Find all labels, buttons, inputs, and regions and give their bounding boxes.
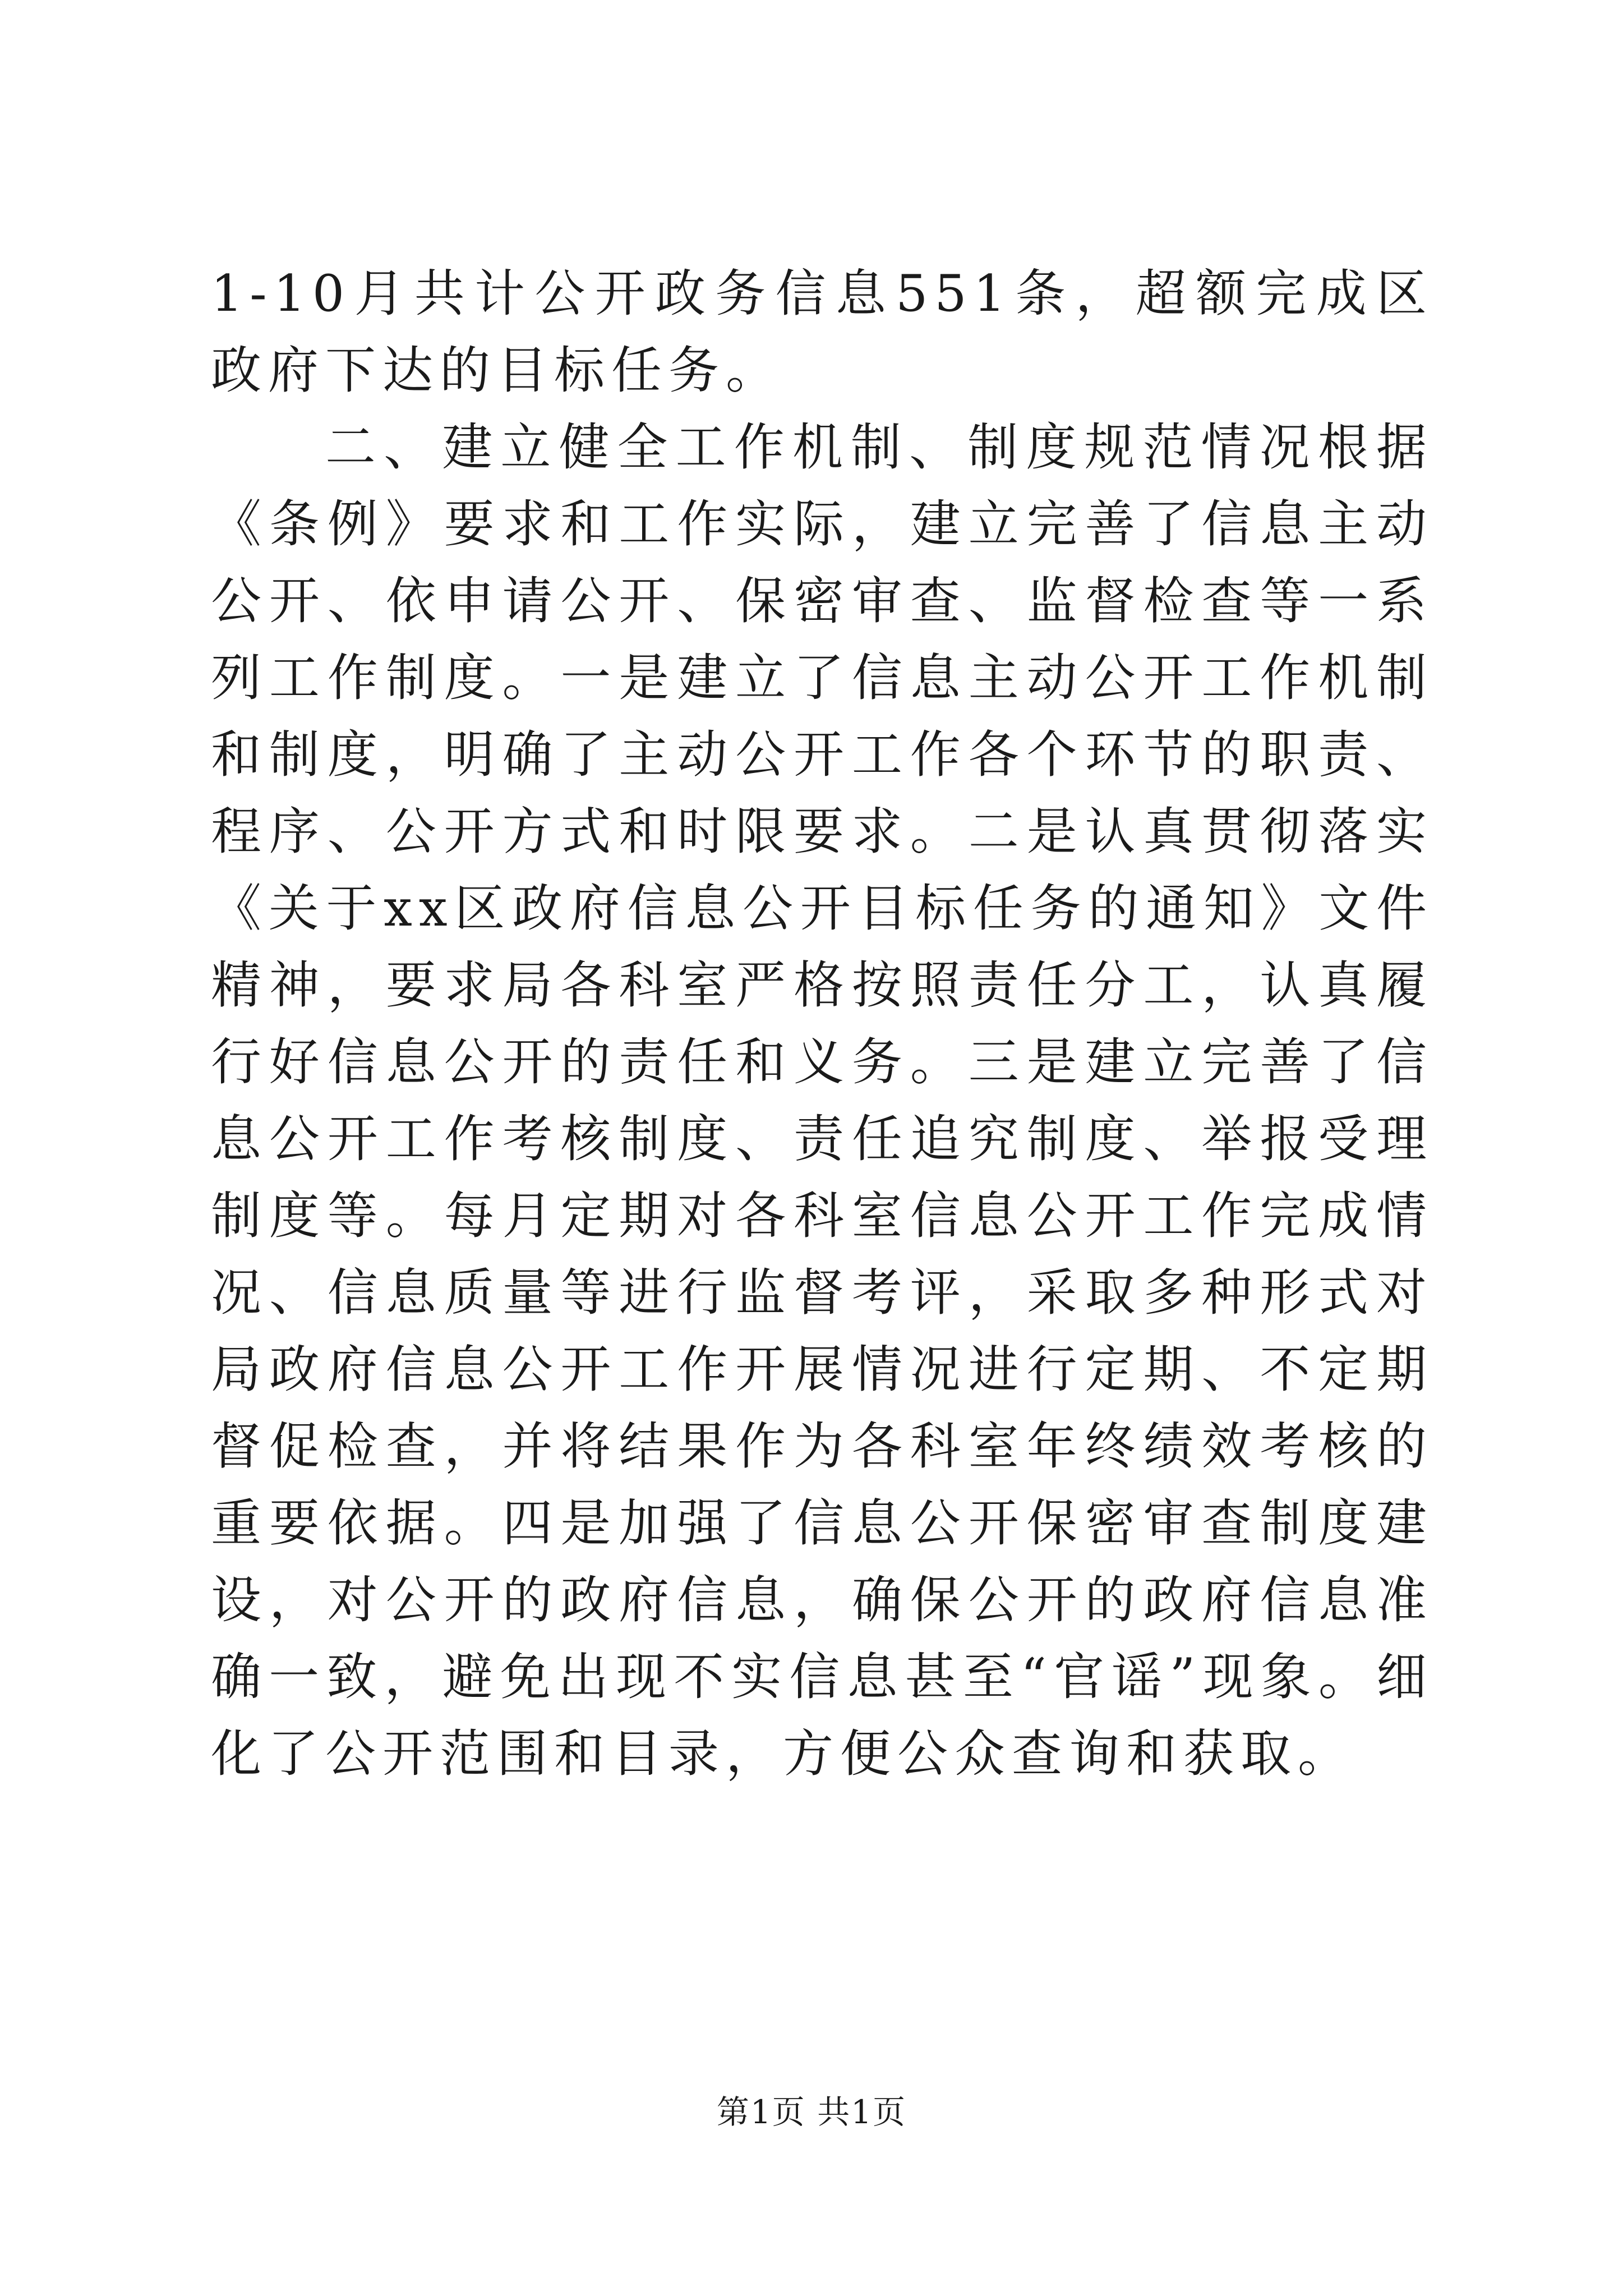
paragraph-summary: 1-10月共计公开政务信息551条，超额完成区政府下达的目标任务。 — [211, 264, 1433, 400]
document-body — [211, 255, 1433, 1792]
paragraph-section-two: 二、建立健全工作机制、制度规范情况根据《条例》要求和工作实际，建立完善了信息主动公开、依申请公开、保密审查、监督检查等一系列工作制度。一是建立了信息主动公开工作机制和制度，明确了主动公开工作各个环节的职责、程序、公开方式和时限要求。二是认真贯彻落实《关于xx区政府信息公开目标任务的通知》文件精神，要求局各科室严格按照责任分工，认真履行好信息公开的责任和义务。三是建立完善了信息公开工作考核制度、责任追究制度、举报受理制度等。每月定期对各科室信息公开工作完成情况、信息质量等进行监督考评，采取多种形式对局政府信息公开工作开展情况进行定期、不定期督促检查，并将结果作为各科室年终绩效考核的重要依据。四是加强了信息公开保密审查制度建设，对公开的政府信息，确保公开的政府信息准确一致，避免出现不实信息甚至“官谣”现象。细化了公开范围和目录，方便公众查询和获取。 — [211, 418, 1433, 1783]
page-footer: 第1页 共1页 — [716, 2093, 907, 2131]
